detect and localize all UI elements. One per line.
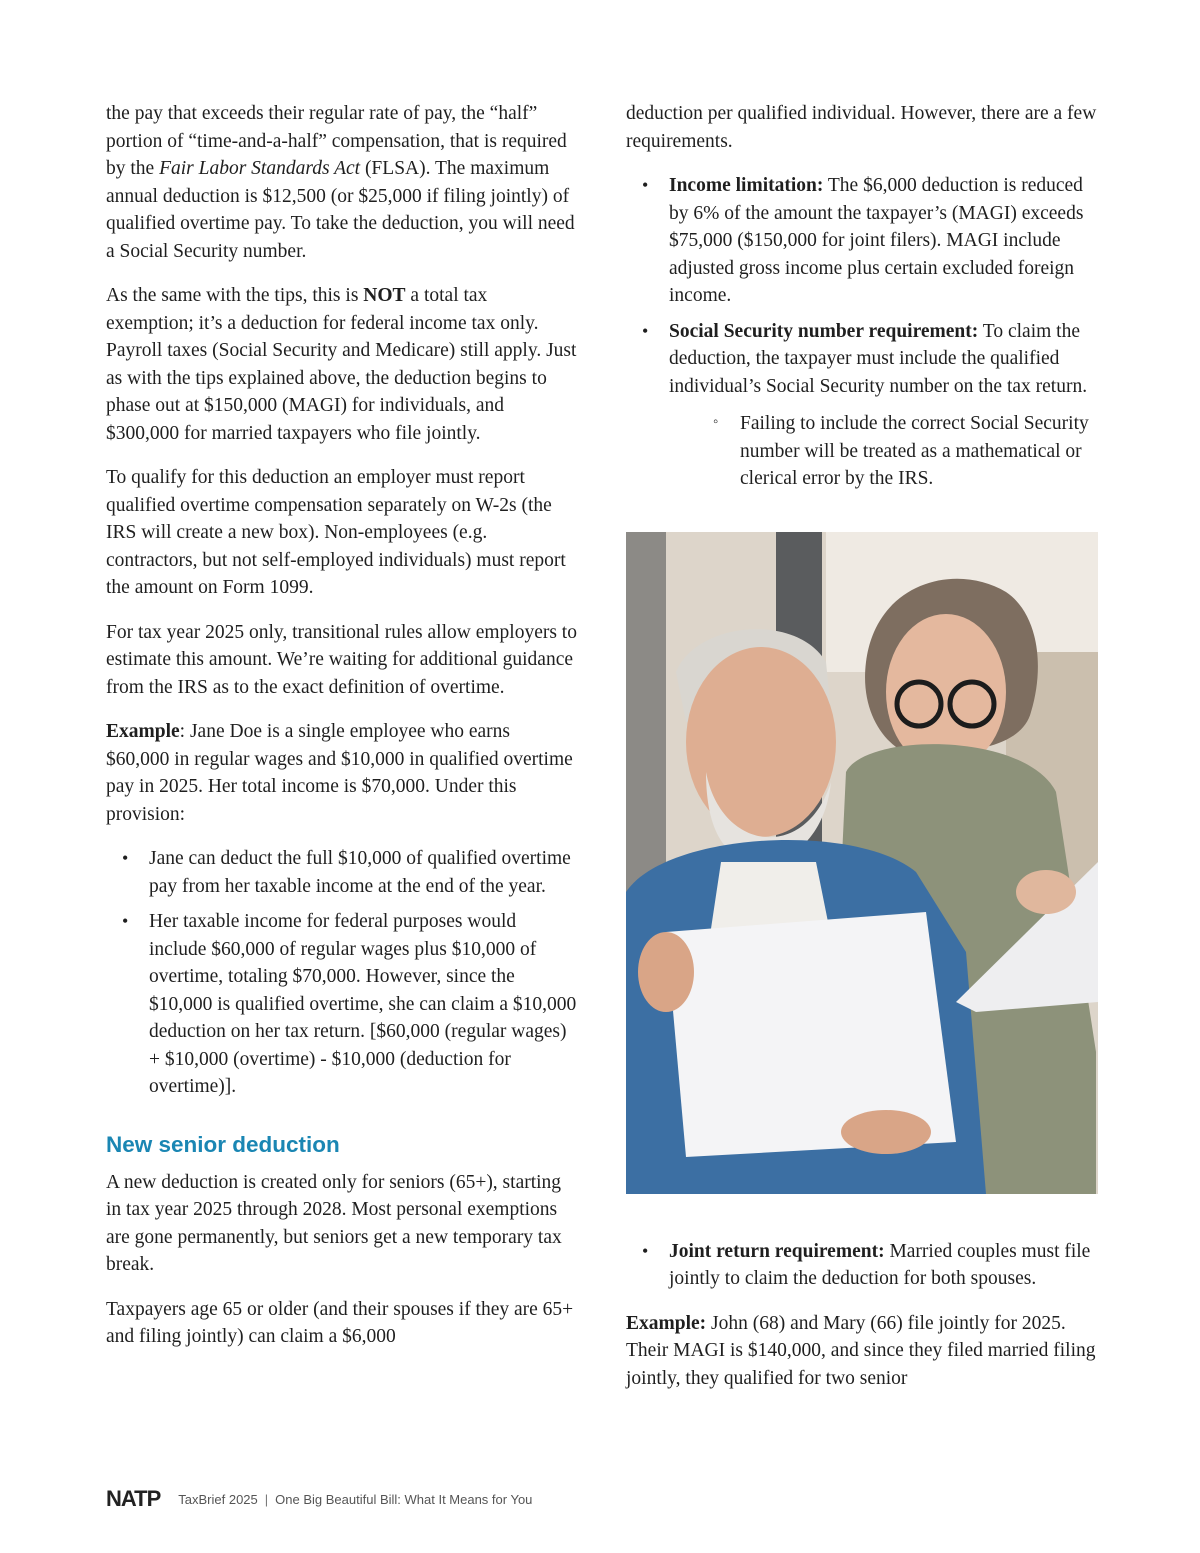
qualify-paragraph: To qualify for this deduction an employer must report qualified overtime compensation separately on W-2s (the IRS will create a new box). Non-employees (e.g. contractors, but not self-employed individuals) must report the amount on Form 1099.	[106, 467, 566, 598]
ssn-requirement-label: Social Security number requirement:	[669, 320, 979, 342]
example-label: Example	[106, 721, 180, 742]
right-column	[626, 100, 1098, 1409]
list-item	[626, 172, 1098, 310]
page-footer	[106, 1486, 532, 1512]
list-item	[626, 1238, 1098, 1293]
tax-exemption-paragraph	[106, 282, 578, 447]
senior-example-label: Example:	[626, 1312, 707, 1334]
publication-title: One Big Beautiful Bill: What It Means for You	[275, 1491, 533, 1507]
left-column	[106, 100, 578, 1368]
example-text: : Jane Doe is a single employee who earns $60,000 in regular wages and $10,000 in qualified overtime pay in 2025. Her total income is $70,000. Under this provision:	[106, 721, 573, 825]
income-limitation-label: Income limitation:	[669, 175, 824, 196]
senior-couple-photo	[626, 532, 1098, 1194]
list-item: ◦ Failing to include the correct Social Security number will be treated as a mathematical or clerical error by the IRS.	[669, 410, 1098, 493]
joint-return-label: Joint return requirement:	[669, 1240, 885, 1262]
senior-example-paragraph	[626, 1310, 1098, 1393]
section-heading-senior-deduction: New senior deduction	[106, 1131, 340, 1157]
not-emphasis: NOT	[363, 285, 406, 306]
publication-name: TaxBrief 2025	[178, 1491, 258, 1507]
senior-amount-paragraph: Taxpayers age 65 or older (and their spouses if they are 65+ and filing jointly) can claim a $6,000	[106, 1298, 574, 1347]
flsa-title: Fair Labor Standards Act	[159, 158, 361, 179]
exemption-text-b: a total tax exemption; it’s a deduction for federal income tax only. Payroll taxes (Social Security and Medicare) still apply. Just as with the tips explained above, the deduction begins to phase out at $150,000 (MAGI) for individuals, and $300,000 for married taxpayers who file jointly.	[106, 285, 577, 444]
overtime-text-a: the pay that exceeds their regular rate of pay, the “half” portion of “time-and-a-half” compensation, that is required by the	[106, 103, 567, 179]
list-item	[626, 318, 1098, 493]
ssn-requirement-text: To claim the deduction, the taxpayer must include the qualified individual’s Social Security number on the tax return.	[669, 320, 1088, 397]
requirements-intro: deduction per qualified individual. However, there are a few requirements.	[626, 103, 1097, 152]
requirements-list	[626, 172, 1098, 493]
income-limitation-text: The $6,000 deduction is reduced by 6% of the amount the taxpayer’s (MAGI) exceeds $75,000 ($150,000 for joint filers). MAGI include adjusted gross income plus certain excluded foreign income.	[669, 175, 1084, 306]
footer-divider: |	[264, 1491, 269, 1507]
senior-intro-paragraph: A new deduction is created only for seniors (65+), starting in tax year 2025 through 2028. Most personal exemptions are gone permanently, but seniors get a new temporary tax break.	[106, 1171, 562, 1275]
natp-logo: NATP	[106, 1486, 161, 1511]
ssn-sub-list	[669, 410, 1098, 493]
list-item: • Her taxable income for federal purposes would include $60,000 of regular wages plus $10,000 of overtime, totaling $70,000. However, since the $10,000 is qualified overtime, she can claim a $10,000 deduction on her tax return. [$60,000 (regular wages) + $10,000 (overtime) - $10,000 (deduction for overtime)].	[106, 908, 578, 1101]
example-bullet-list	[106, 845, 578, 1101]
exemption-text-a: As the same with the tips, this is	[106, 285, 364, 306]
joint-return-text: Married couples must file jointly to claim the deduction for both spouses.	[669, 1240, 1091, 1289]
transitional-paragraph: For tax year 2025 only, transitional rules allow employers to estimate this amount. We’re waiting for additional guidance from the IRS as to the exact definition of overtime.	[106, 621, 577, 698]
joint-requirement-list	[626, 1238, 1098, 1293]
senior-example-text: John (68) and Mary (66) file jointly for 2025. Their MAGI is $140,000, and since they filed married filing jointly, they qualified for two senior	[626, 1312, 1096, 1389]
overtime-text-b: (FLSA). The maximum annual deduction is $12,500 (or $25,000 if filing jointly) of qualified overtime pay. To take the deduction, you will need a Social Security number.	[106, 158, 575, 262]
overtime-paragraph	[106, 100, 578, 265]
example-paragraph	[106, 718, 578, 828]
list-item: • Jane can deduct the full $10,000 of qualified overtime pay from her taxable income at the end of the year.	[106, 845, 578, 900]
photo-illustration	[626, 532, 1098, 1194]
